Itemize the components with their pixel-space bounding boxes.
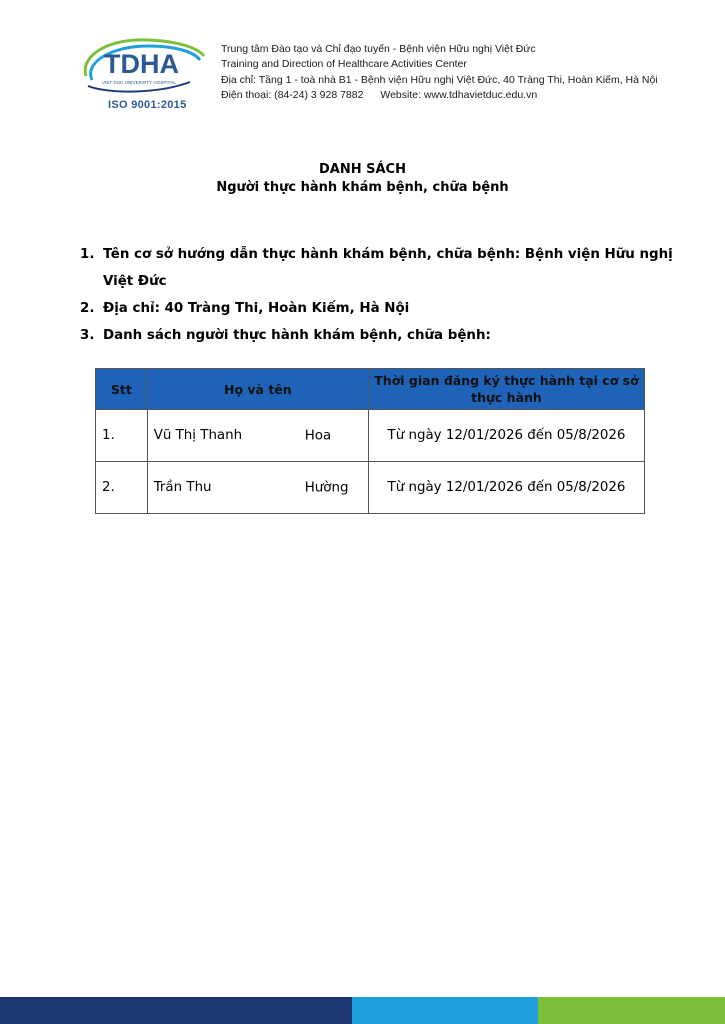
center-name-en: Training and Direction of Healthcare Activities Center: [221, 58, 467, 71]
phone-number: Điện thoại: (84-24) 3 928 7882: [221, 88, 364, 101]
document-subtitle: Người thực hành khám bệnh, chữa bệnh: [216, 180, 509, 195]
table-header-row: [96, 369, 645, 410]
document-title: DANH SÁCH: [319, 162, 406, 177]
footer-band-dark-blue: [0, 997, 352, 1024]
center-name-vi: Trung tâm Đào tạo và Chỉ đạo tuyến - Bệnh viện Hữu nghị Việt Đức: [221, 43, 536, 55]
letterhead-text: [221, 42, 716, 103]
first-middle-name: Trần Thu: [153, 480, 212, 495]
cell-registration-period: Từ ngày 12/01/2026 đến 05/8/2026: [368, 462, 644, 514]
list-item-text: Danh sách người thực hành khám bệnh, chữa bệnh:: [103, 328, 491, 343]
list-item-number: 2.: [80, 301, 95, 316]
footer-band-green: [538, 997, 725, 1024]
svg-text:TDHA: TDHA: [104, 49, 179, 79]
cell-stt: 1.: [96, 410, 148, 462]
iso-certification: ISO 9001:2015: [108, 99, 187, 111]
cell-stt: 2.: [96, 462, 148, 514]
list-item: [80, 295, 680, 322]
list-item-number: 1.: [80, 247, 95, 262]
footer-band-light-blue: [352, 997, 538, 1024]
info-list: [80, 241, 680, 349]
svg-text:VIET DUC UNIVERSITY HOSPITAL: VIET DUC UNIVERSITY HOSPITAL: [102, 80, 176, 85]
list-item-text: Địa chỉ: 40 Tràng Thi, Hoàn Kiếm, Hà Nội: [103, 301, 410, 316]
list-item: [80, 241, 673, 295]
list-item-text: Tên cơ sở hướng dẫn thực hành khám bệnh, chữa bệnh: Bệnh viện Hữu nghị Việt Đức: [103, 247, 673, 289]
footer-color-band: [0, 997, 725, 1024]
list-item: [80, 322, 680, 349]
tdha-logo-graphic: [78, 36, 208, 100]
header-registration-period: Thời gian đăng ký thực hành tại cơ sở thực hành: [368, 369, 644, 410]
list-item-number: 3.: [80, 328, 95, 343]
cell-full-name: [147, 410, 368, 462]
table-row: [96, 410, 645, 462]
cell-full-name: [147, 462, 368, 514]
table-row: [96, 462, 645, 514]
header-stt: Stt: [96, 369, 148, 410]
cell-registration-period: Từ ngày 12/01/2026 đến 05/8/2026: [368, 410, 644, 462]
practitioner-table: [95, 368, 645, 514]
tdha-logo: [78, 36, 208, 116]
given-name: Hường: [304, 480, 349, 495]
contact-line: [221, 88, 716, 103]
header-full-name: Họ và tên: [147, 369, 368, 410]
first-middle-name: Vũ Thị Thanh: [153, 428, 243, 443]
given-name: Hoa: [304, 428, 332, 443]
center-address: Địa chỉ: Tầng 1 - toà nhà B1 - Bệnh viện Hữu nghị Việt Đức, 40 Tràng Thi, Hoàn Kiếm, Hà Nội: [221, 73, 658, 86]
website-link[interactable]: Website: www.tdhavietduc.edu.vn: [380, 88, 538, 101]
